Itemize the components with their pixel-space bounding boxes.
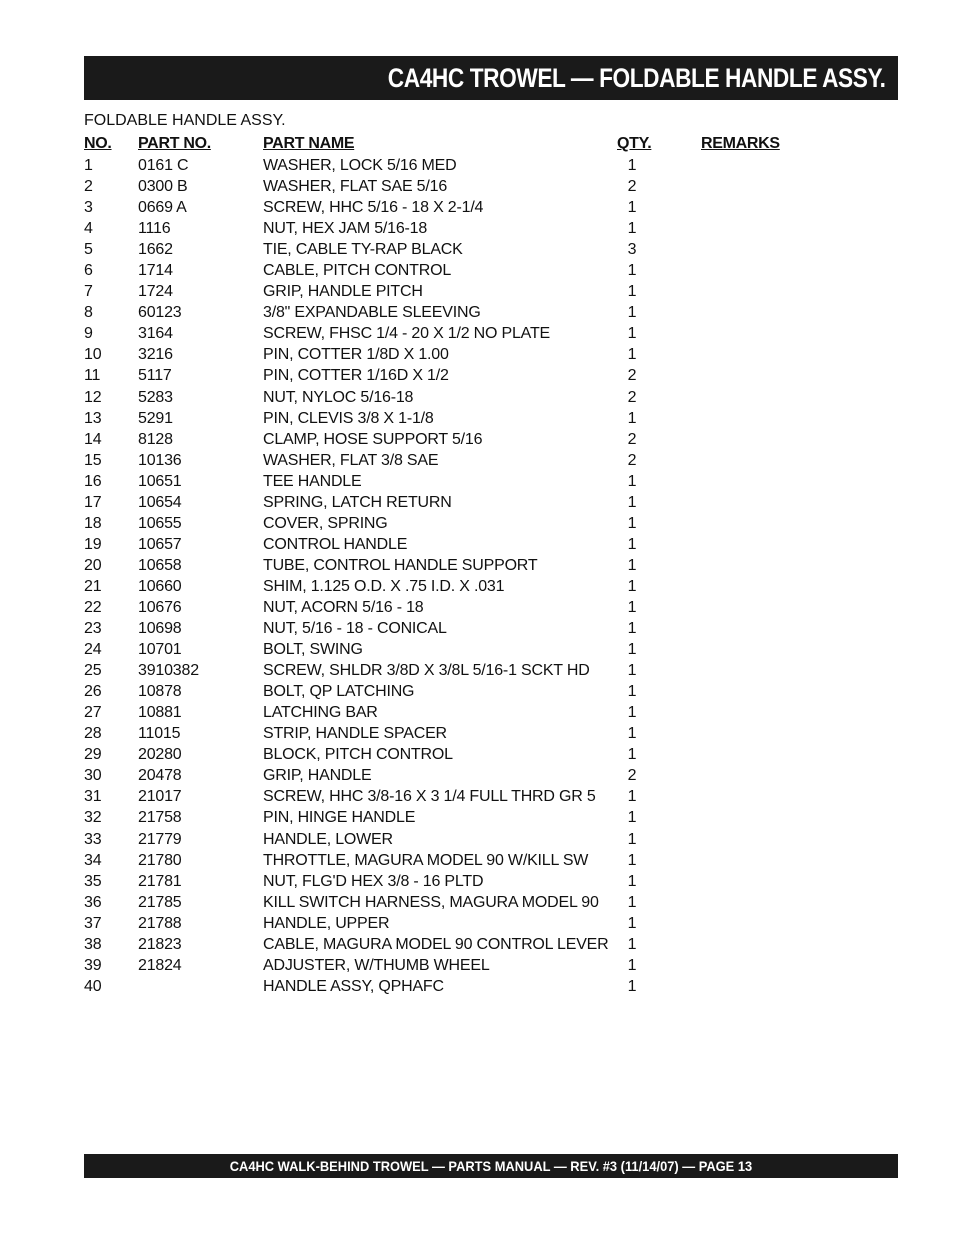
row-qty: 1: [627, 283, 637, 301]
row-part-name: NUT, 5/16 - 18 - CONICAL: [263, 620, 447, 638]
row-part-no: 10676: [138, 598, 182, 616]
row-no: 3: [84, 199, 93, 217]
table-row: [0, 493, 954, 514]
row-qty: 1: [627, 514, 637, 532]
table-row: [0, 977, 954, 998]
row-part-no: 21780: [138, 851, 182, 869]
table-row: [0, 366, 954, 387]
row-part-no: 0669 A: [138, 199, 187, 217]
row-qty: 2: [627, 178, 637, 196]
row-no: 20: [84, 556, 102, 574]
row-qty: 1: [627, 641, 637, 659]
row-part-no: 21781: [138, 872, 182, 890]
table-row: [0, 388, 954, 409]
table-row: [0, 324, 954, 345]
table-row: [0, 619, 954, 640]
row-part-name: PIN, HINGE HANDLE: [263, 809, 416, 827]
table-row: [0, 303, 954, 324]
row-qty: 1: [627, 872, 637, 890]
row-no: 1: [84, 157, 93, 174]
row-no: 18: [84, 514, 102, 532]
row-no: 17: [84, 493, 102, 511]
table-row: [0, 177, 954, 198]
row-part-name: NUT, HEX JAM 5/16-18: [263, 220, 428, 238]
row-qty: 1: [627, 725, 637, 743]
row-part-name: PIN, COTTER 1/16D X 1/2: [263, 367, 449, 385]
row-part-name: LATCHING BAR: [263, 704, 378, 722]
row-part-name: BOLT, QP LATCHING: [263, 683, 415, 701]
row-no: 37: [84, 914, 102, 932]
row-part-name: TIE, CABLE TY-RAP BLACK: [263, 241, 463, 259]
footer-text: CA4HC WALK-BEHIND TROWEL — PARTS MANUAL — REV. #3 (11/14/07) — PAGE 13: [229, 1158, 753, 1174]
row-qty: 1: [627, 956, 637, 974]
row-part-no: 10136: [138, 451, 182, 469]
table-row: [0, 577, 954, 598]
row-no: 5: [84, 241, 93, 259]
row-qty: 1: [627, 620, 637, 638]
row-part-no: 10878: [138, 683, 182, 701]
row-part-no: 10657: [138, 535, 182, 553]
table-row: [0, 766, 954, 787]
row-part-no: 21824: [138, 956, 182, 974]
row-qty: 1: [627, 472, 637, 490]
table-row: [0, 640, 954, 661]
table-row: [0, 514, 954, 535]
row-part-no: 21017: [138, 788, 182, 806]
row-part-name: SCREW, HHC 3/8-16 X 3 1/4 FULL THRD GR 5: [263, 788, 596, 806]
row-part-name: SCREW, FHSC 1/4 - 20 X 1/2 NO PLATE: [263, 325, 551, 343]
table-row: [0, 893, 954, 914]
row-no: 8: [84, 304, 93, 322]
row-part-name: 3/8" EXPANDABLE SLEEVING: [263, 304, 481, 322]
row-no: 19: [84, 535, 102, 553]
row-no: 23: [84, 620, 102, 638]
row-part-no: 60123: [138, 304, 182, 322]
row-part-name: SPRING, LATCH RETURN: [263, 493, 452, 511]
table-row: [0, 430, 954, 451]
row-qty: 2: [627, 430, 637, 448]
row-no: 34: [84, 851, 102, 869]
table-row: [0, 935, 954, 956]
page-title-bar: [84, 56, 898, 100]
table-row: [0, 198, 954, 219]
row-part-name: HANDLE, LOWER: [263, 830, 393, 848]
row-no: 36: [84, 893, 102, 911]
row-part-no: 21785: [138, 893, 182, 911]
row-part-name: PIN, CLEVIS 3/8 X 1-1/8: [263, 409, 434, 427]
table-row: [0, 661, 954, 682]
header-qty: QTY.: [617, 135, 652, 152]
table-row: [0, 409, 954, 430]
row-part-no: 21779: [138, 830, 182, 848]
row-qty: 1: [627, 893, 637, 911]
row-part-name: SCREW, SHLDR 3/8D X 3/8L 5/16-1 SCKT HD: [263, 662, 590, 680]
row-qty: 1: [627, 683, 637, 701]
row-no: 28: [84, 725, 102, 743]
row-qty: 1: [627, 914, 637, 932]
row-qty: 2: [627, 367, 637, 385]
row-no: 2: [84, 178, 93, 196]
row-qty: 1: [627, 220, 637, 238]
row-qty: 1: [627, 325, 637, 343]
table-row: [0, 914, 954, 935]
row-qty: 1: [627, 262, 637, 280]
row-no: 11: [84, 367, 101, 385]
header-remarks: REMARKS: [701, 135, 780, 152]
table-row: [0, 156, 954, 177]
table-row: [0, 598, 954, 619]
row-no: 27: [84, 704, 102, 722]
row-part-name: HANDLE ASSY, QPHAFC: [263, 977, 444, 995]
row-part-name: ADJUSTER, W/THUMB WHEEL: [263, 956, 490, 974]
row-no: 15: [84, 451, 102, 469]
row-no: 12: [84, 388, 102, 406]
row-no: 10: [84, 346, 102, 364]
row-qty: 1: [627, 535, 637, 553]
table-row: [0, 851, 954, 872]
table-row: [0, 682, 954, 703]
row-qty: 2: [627, 767, 637, 785]
row-part-no: 1116: [138, 220, 171, 238]
row-part-name: WASHER, FLAT 3/8 SAE: [263, 451, 439, 469]
row-qty: 2: [627, 451, 637, 469]
row-no: 26: [84, 683, 102, 701]
row-part-name: CONTROL HANDLE: [263, 535, 408, 553]
row-no: 21: [84, 577, 102, 595]
row-part-name: GRIP, HANDLE: [263, 767, 372, 785]
row-part-no: 3164: [138, 325, 173, 343]
row-part-no: 3216: [138, 346, 173, 364]
table-row: [0, 745, 954, 766]
row-qty: 1: [627, 199, 637, 217]
row-no: 22: [84, 598, 102, 616]
row-part-no: 10701: [138, 641, 182, 659]
row-part-no: 21758: [138, 809, 182, 827]
row-part-name: SHIM, 1.125 O.D. X .75 I.D. X .031: [263, 577, 505, 595]
table-row: [0, 787, 954, 808]
row-part-name: COVER, SPRING: [263, 514, 388, 532]
row-part-no: 0300 B: [138, 178, 188, 196]
row-part-name: PIN, COTTER 1/8D X 1.00: [263, 346, 449, 364]
row-qty: 1: [627, 704, 637, 722]
table-row: [0, 830, 954, 851]
row-part-name: THROTTLE, MAGURA MODEL 90 W/KILL SW: [263, 851, 589, 869]
row-part-no: 5283: [138, 388, 173, 406]
row-qty: 1: [627, 346, 637, 364]
row-part-no: 1714: [138, 262, 173, 280]
row-no: 40: [84, 977, 102, 995]
row-part-no: 11015: [138, 725, 181, 743]
table-row: [0, 261, 954, 282]
table-header: [0, 135, 954, 155]
row-qty: 1: [627, 493, 637, 511]
row-no: 39: [84, 956, 102, 974]
row-part-name: HANDLE, UPPER: [263, 914, 390, 932]
row-part-no: 1724: [138, 283, 173, 301]
table-row: [0, 472, 954, 493]
row-part-name: GRIP, HANDLE PITCH: [263, 283, 423, 301]
row-qty: 1: [627, 851, 637, 869]
row-no: 13: [84, 409, 102, 427]
table-row: [0, 451, 954, 472]
row-no: 9: [84, 325, 93, 343]
row-part-name: WASHER, FLAT SAE 5/16: [263, 178, 448, 196]
row-part-no: 0161 C: [138, 157, 189, 174]
row-no: 35: [84, 872, 102, 890]
row-qty: 1: [627, 598, 637, 616]
row-no: 32: [84, 809, 102, 827]
page-title: CA4HC TROWEL — FOLDABLE HANDLE ASSY.: [388, 62, 886, 93]
table-row: [0, 345, 954, 366]
row-qty: 1: [627, 304, 637, 322]
section-title: FOLDABLE HANDLE ASSY.: [84, 112, 286, 129]
row-part-name: SCREW, HHC 5/16 - 18 X 2-1/4: [263, 199, 484, 217]
row-part-no: 21788: [138, 914, 182, 932]
row-qty: 2: [627, 388, 637, 406]
header-no: NO.: [84, 135, 112, 152]
row-no: 33: [84, 830, 102, 848]
row-part-no: 10881: [138, 704, 182, 722]
row-qty: 1: [627, 788, 637, 806]
row-no: 24: [84, 641, 102, 659]
row-part-no: 3910382: [138, 662, 199, 680]
row-qty: 3: [627, 241, 637, 259]
row-part-name: CLAMP, HOSE SUPPORT 5/16: [263, 430, 483, 448]
row-qty: 1: [627, 157, 637, 174]
header-part-no: PART NO.: [138, 135, 211, 152]
row-qty: 1: [627, 746, 637, 764]
row-part-name: BOLT, SWING: [263, 641, 363, 659]
row-part-name: CABLE, MAGURA MODEL 90 CONTROL LEVER: [263, 935, 609, 953]
row-qty: 1: [627, 556, 637, 574]
row-qty: 1: [627, 977, 637, 995]
row-part-no: 5291: [138, 409, 173, 427]
table-row: [0, 724, 954, 745]
table-row: [0, 282, 954, 303]
parts-table: [0, 156, 954, 998]
row-part-name: STRIP, HANDLE SPACER: [263, 725, 447, 743]
row-no: 4: [84, 220, 93, 238]
row-no: 38: [84, 935, 102, 953]
row-no: 6: [84, 262, 93, 280]
row-part-no: 10660: [138, 577, 182, 595]
table-row: [0, 535, 954, 556]
row-no: 30: [84, 767, 102, 785]
table-row: [0, 956, 954, 977]
row-part-no: 5117: [138, 367, 172, 385]
row-no: 31: [84, 788, 102, 806]
row-no: 14: [84, 430, 102, 448]
header-part-name: PART NAME: [263, 135, 355, 152]
row-part-no: 20478: [138, 767, 182, 785]
row-qty: 1: [627, 830, 637, 848]
table-row: [0, 240, 954, 261]
row-qty: 1: [627, 409, 637, 427]
row-part-name: NUT, NYLOC 5/16-18: [263, 388, 414, 406]
table-row: [0, 808, 954, 829]
row-part-no: 1662: [138, 241, 173, 259]
table-row: [0, 872, 954, 893]
row-part-no: 20280: [138, 746, 182, 764]
row-no: 16: [84, 472, 102, 490]
row-part-name: NUT, ACORN 5/16 - 18: [263, 598, 424, 616]
row-part-name: BLOCK, PITCH CONTROL: [263, 746, 453, 764]
row-no: 25: [84, 662, 102, 680]
row-part-name: NUT, FLG'D HEX 3/8 - 16 PLTD: [263, 872, 484, 890]
row-part-name: TEE HANDLE: [263, 472, 362, 490]
row-qty: 1: [627, 662, 637, 680]
row-part-no: 21823: [138, 935, 182, 953]
row-part-name: KILL SWITCH HARNESS, MAGURA MODEL 90: [263, 893, 599, 911]
row-part-no: 10654: [138, 493, 182, 511]
row-part-no: 10658: [138, 556, 182, 574]
table-row: [0, 556, 954, 577]
row-qty: 1: [627, 809, 637, 827]
row-part-no: 10655: [138, 514, 182, 532]
row-no: 29: [84, 746, 102, 764]
row-part-no: 8128: [138, 430, 173, 448]
table-row: [0, 703, 954, 724]
row-part-name: WASHER, LOCK 5/16 MED: [263, 157, 457, 174]
table-row: [0, 219, 954, 240]
row-part-name: TUBE, CONTROL HANDLE SUPPORT: [263, 556, 538, 574]
row-qty: 1: [627, 577, 637, 595]
row-qty: 1: [627, 935, 637, 953]
row-part-no: 10651: [138, 472, 182, 490]
row-part-name: CABLE, PITCH CONTROL: [263, 262, 452, 280]
footer-bar: [84, 1154, 898, 1178]
row-part-no: 10698: [138, 620, 182, 638]
row-no: 7: [84, 283, 93, 301]
